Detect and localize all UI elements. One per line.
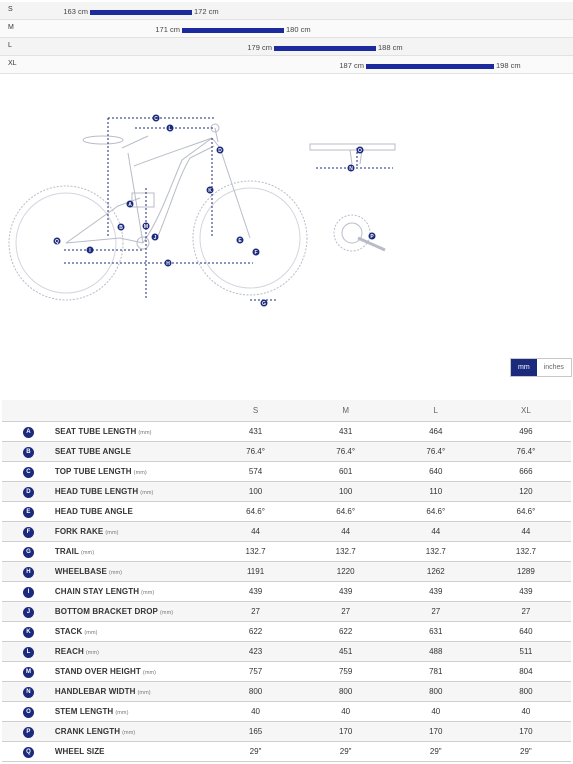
size-min-height: 179 cm <box>247 43 272 52</box>
table-header-size: S <box>211 400 301 422</box>
size-label: S <box>8 6 13 13</box>
unit-inches-button[interactable]: inches <box>537 359 571 376</box>
table-row <box>2 702 571 722</box>
measurement-name: STEM LENGTH <box>54 707 114 716</box>
measurement-name-cell <box>55 562 211 582</box>
measurement-value: 170 <box>481 722 571 742</box>
row-marker-badge: P <box>23 727 34 738</box>
measurement-value: 120 <box>481 482 571 502</box>
measurement-value: 781 <box>391 662 481 682</box>
measurement-value: 622 <box>211 622 301 642</box>
table-row <box>2 722 571 742</box>
measurement-value: 132.7 <box>211 542 301 562</box>
measurement-name: HANDLEBAR WIDTH <box>54 687 136 696</box>
measurement-value: 132.7 <box>391 542 481 562</box>
chainring <box>334 215 370 251</box>
measurement-name: SEAT TUBE ANGLE <box>54 447 132 456</box>
measurement-name-cell <box>55 622 211 642</box>
measurement-value: 29" <box>301 742 391 762</box>
table-row <box>2 442 571 462</box>
size-min-height: 163 cm <box>63 7 88 16</box>
measurement-value: 76.4° <box>301 442 391 462</box>
measurement-value: 76.4° <box>481 442 571 462</box>
measurement-value: 165 <box>211 722 301 742</box>
size-label: L <box>8 42 12 49</box>
measurement-value: 170 <box>301 722 391 742</box>
table-header-size: XL <box>481 400 571 422</box>
measurement-value: 27 <box>301 602 391 622</box>
measurement-value: 511 <box>481 642 571 662</box>
marker-g <box>261 300 268 308</box>
measurement-value: 44 <box>301 522 391 542</box>
measurement-unit: (mm) <box>140 490 154 496</box>
row-marker-badge: K <box>23 627 34 638</box>
measurement-name-cell <box>55 462 211 482</box>
down-tube-inner <box>158 146 214 236</box>
row-marker-badge: G <box>23 547 34 558</box>
svg-text:A: A <box>128 202 132 208</box>
measurement-value: 439 <box>391 582 481 602</box>
row-marker-badge: C <box>23 467 34 478</box>
measurement-value: 800 <box>301 682 391 702</box>
row-marker-badge: E <box>23 507 34 518</box>
row-marker-cell <box>2 702 55 722</box>
measurement-value: 64.6° <box>481 502 571 522</box>
row-marker-badge: L <box>23 647 34 658</box>
table-row <box>2 422 571 442</box>
measurement-value: 631 <box>391 622 481 642</box>
measurement-value: 640 <box>481 622 571 642</box>
measurement-name: REACH <box>54 647 84 656</box>
measurement-value: 64.6° <box>391 502 481 522</box>
marker-p <box>369 233 376 241</box>
top-tube <box>134 138 212 166</box>
measurement-value: 1220 <box>301 562 391 582</box>
measurement-unit: (mm) <box>122 730 136 736</box>
measurement-value: 40 <box>301 702 391 722</box>
table-row <box>2 622 571 642</box>
measurement-name-cell <box>55 682 211 702</box>
marker-j <box>152 234 159 242</box>
measurement-name-cell <box>55 502 211 522</box>
row-marker-cell <box>2 622 55 642</box>
measurement-name: FORK RAKE <box>54 527 104 536</box>
marker-k <box>207 187 214 195</box>
marker-c <box>153 115 160 123</box>
measurement-name-cell <box>55 582 211 602</box>
measurement-name-cell <box>55 642 211 662</box>
row-marker-badge: H <box>23 567 34 578</box>
marker-o <box>357 147 364 155</box>
size-row-l <box>0 38 573 56</box>
row-marker-cell <box>2 442 55 462</box>
measurement-unit: (mm) <box>105 530 119 536</box>
marker-b <box>118 224 125 232</box>
measurement-value: 488 <box>391 642 481 662</box>
row-marker-badge: D <box>23 487 34 498</box>
row-marker-cell <box>2 542 55 562</box>
table-row <box>2 462 571 482</box>
row-marker-cell <box>2 582 55 602</box>
size-max-height: 188 cm <box>378 43 403 52</box>
svg-text:J: J <box>153 235 157 241</box>
row-marker-cell <box>2 722 55 742</box>
marker-q <box>54 238 61 246</box>
measurement-unit: (mm) <box>133 470 147 476</box>
measurement-value: 110 <box>391 482 481 502</box>
measurement-name: CHAIN STAY LENGTH <box>54 587 140 596</box>
measurement-name: WHEEL SIZE <box>54 747 105 756</box>
table-header-size: L <box>391 400 481 422</box>
measurement-unit: (mm) <box>141 590 155 596</box>
measurement-value: 640 <box>391 462 481 482</box>
table-row <box>2 582 571 602</box>
row-marker-cell <box>2 482 55 502</box>
svg-text:M: M <box>143 224 149 230</box>
measurement-value: 76.4° <box>211 442 301 462</box>
measurement-name-cell <box>55 482 211 502</box>
size-max-height: 198 cm <box>496 61 521 70</box>
measurement-unit: (mm) <box>85 650 100 656</box>
measurement-name-cell <box>55 702 211 722</box>
row-marker-cell <box>2 422 55 442</box>
marker-f <box>253 249 260 257</box>
measurement-name-cell <box>55 722 211 742</box>
measurement-value: 1289 <box>481 562 571 582</box>
measurement-value: 757 <box>211 662 301 682</box>
measurement-value: 439 <box>301 582 391 602</box>
svg-text:P: P <box>370 234 374 240</box>
measurement-value: 29" <box>211 742 301 762</box>
svg-text:O: O <box>358 148 362 154</box>
row-marker-badge: J <box>23 607 34 618</box>
row-marker-badge: N <box>23 687 34 698</box>
measurement-value: 464 <box>391 422 481 442</box>
row-marker-badge: O <box>23 707 34 718</box>
row-marker-cell <box>2 682 55 702</box>
measurement-unit: (mm) <box>108 570 123 576</box>
table-header-row <box>2 400 571 422</box>
measurement-unit: (mm) <box>138 430 152 436</box>
row-marker-badge: M <box>23 667 34 678</box>
table-header-blank <box>55 400 211 422</box>
measurement-value: 431 <box>301 422 391 442</box>
row-marker-badge: I <box>23 587 34 598</box>
table-row <box>2 522 571 542</box>
measurement-value: 40 <box>391 702 481 722</box>
measurement-unit: (mm) <box>80 550 95 556</box>
measurement-value: 759 <box>301 662 391 682</box>
size-label: M <box>8 24 14 31</box>
size-row-xl <box>0 56 573 74</box>
measurement-value: 601 <box>301 462 391 482</box>
unit-mm-button[interactable]: mm <box>511 359 537 376</box>
size-range-bar <box>90 10 192 15</box>
measurement-value: 40 <box>211 702 301 722</box>
measurement-value: 800 <box>481 682 571 702</box>
svg-text:Q: Q <box>55 239 59 245</box>
measurement-name-cell <box>55 442 211 462</box>
measurement-name: HEAD TUBE ANGLE <box>54 507 133 516</box>
size-range-bar <box>274 46 376 51</box>
table-row <box>2 682 571 702</box>
table-row <box>2 662 571 682</box>
measurement-name: TOP TUBE LENGTH <box>54 467 132 476</box>
table-body <box>2 422 571 762</box>
row-marker-cell <box>2 602 55 622</box>
measurement-value: 800 <box>211 682 301 702</box>
measurement-value: 27 <box>391 602 481 622</box>
size-min-height: 187 cm <box>339 61 364 70</box>
measurement-value: 64.6° <box>211 502 301 522</box>
measurement-value: 1262 <box>391 562 481 582</box>
svg-text:F: F <box>254 250 258 256</box>
row-marker-badge: A <box>23 427 34 438</box>
row-marker-badge: Q <box>23 747 34 758</box>
row-marker-badge: B <box>23 447 34 458</box>
measurement-value: 622 <box>301 622 391 642</box>
measurement-unit: (mm) <box>115 710 129 716</box>
measurement-name: STACK <box>54 627 83 636</box>
size-max-height: 172 cm <box>194 7 219 16</box>
measurement-value: 439 <box>211 582 301 602</box>
geometry-table <box>2 400 571 762</box>
size-row-m <box>0 20 573 38</box>
measurement-value: 1191 <box>211 562 301 582</box>
measurement-name: CRANK LENGTH <box>54 727 121 736</box>
measurement-name: TRAIL <box>54 547 79 556</box>
measurement-value: 423 <box>211 642 301 662</box>
marker-h <box>165 260 172 268</box>
svg-text:C: C <box>154 116 158 122</box>
size-range-bar <box>182 28 284 33</box>
measurement-name-cell <box>55 662 211 682</box>
measurement-value: 29" <box>391 742 481 762</box>
measurement-value: 40 <box>481 702 571 722</box>
table-header-blank <box>2 400 55 422</box>
table-row <box>2 502 571 522</box>
size-chart <box>0 2 573 74</box>
measurement-name: BOTTOM BRACKET DROP <box>54 607 158 616</box>
measurement-value: 132.7 <box>481 542 571 562</box>
size-max-height: 180 cm <box>286 25 311 34</box>
row-marker-cell <box>2 462 55 482</box>
stem <box>215 128 218 142</box>
measurement-name: SEAT TUBE LENGTH <box>54 427 137 436</box>
svg-text:L: L <box>168 126 172 132</box>
svg-text:K: K <box>208 188 212 194</box>
size-range-bar <box>366 64 494 69</box>
measurement-value: 431 <box>211 422 301 442</box>
measurement-value: 496 <box>481 422 571 442</box>
svg-text:H: H <box>166 261 170 267</box>
measurement-value: 100 <box>301 482 391 502</box>
marker-m <box>143 223 150 231</box>
measurement-value: 64.6° <box>301 502 391 522</box>
row-marker-cell <box>2 562 55 582</box>
size-min-height: 171 cm <box>155 25 180 34</box>
measurement-value: 804 <box>481 662 571 682</box>
svg-text:E: E <box>238 238 242 244</box>
measurement-value: 666 <box>481 462 571 482</box>
measurement-unit: (mm) <box>142 670 157 676</box>
measurement-value: 27 <box>481 602 571 622</box>
measurement-value: 44 <box>481 522 571 542</box>
table-row <box>2 542 571 562</box>
table-header-size: M <box>301 400 391 422</box>
handlebar <box>310 144 395 150</box>
measurement-value: 451 <box>301 642 391 662</box>
saddle <box>83 136 123 144</box>
svg-text:N: N <box>349 166 353 172</box>
bike-geometry-diagram <box>0 98 573 318</box>
row-marker-cell <box>2 742 55 762</box>
measurement-value: 76.4° <box>391 442 481 462</box>
measurement-value: 574 <box>211 462 301 482</box>
measurement-value: 439 <box>481 582 571 602</box>
measurement-value: 44 <box>391 522 481 542</box>
svg-text:I: I <box>89 248 91 254</box>
row-marker-cell <box>2 662 55 682</box>
table-row <box>2 602 571 622</box>
marker-e <box>237 237 244 245</box>
measurement-name: WHEELBASE <box>54 567 107 576</box>
measurement-unit: (mm) <box>159 610 174 616</box>
svg-text:D: D <box>218 148 222 154</box>
table-row <box>2 562 571 582</box>
measurement-name-cell <box>55 422 211 442</box>
table-row <box>2 742 571 762</box>
measurement-name: HEAD TUBE LENGTH <box>54 487 139 496</box>
row-marker-cell <box>2 522 55 542</box>
row-marker-cell <box>2 502 55 522</box>
chain-stay <box>66 238 143 243</box>
svg-text:G: G <box>262 301 266 307</box>
measurement-name-cell <box>55 542 211 562</box>
measurement-value: 132.7 <box>301 542 391 562</box>
size-label: XL <box>8 60 17 67</box>
marker-d <box>217 147 224 155</box>
measurement-value: 100 <box>211 482 301 502</box>
measurement-value: 170 <box>391 722 481 742</box>
measurement-name: STAND OVER HEIGHT <box>54 667 141 676</box>
row-marker-badge: F <box>23 527 34 538</box>
marker-l <box>167 125 174 133</box>
measurement-name-cell <box>55 522 211 542</box>
measurement-name-cell <box>55 602 211 622</box>
svg-text:B: B <box>119 225 123 231</box>
measurement-name-cell <box>55 742 211 762</box>
measurement-value: 27 <box>211 602 301 622</box>
measurement-unit: (mm) <box>84 630 98 636</box>
unit-toggle <box>510 358 572 377</box>
row-marker-cell <box>2 642 55 662</box>
measurement-unit: (mm) <box>137 690 151 696</box>
marker-i <box>87 247 94 255</box>
table-row <box>2 482 571 502</box>
measurement-value: 29" <box>481 742 571 762</box>
size-row-s <box>0 2 573 20</box>
table-row <box>2 642 571 662</box>
marker-n <box>348 165 355 173</box>
measurement-value: 800 <box>391 682 481 702</box>
measurement-value: 44 <box>211 522 301 542</box>
